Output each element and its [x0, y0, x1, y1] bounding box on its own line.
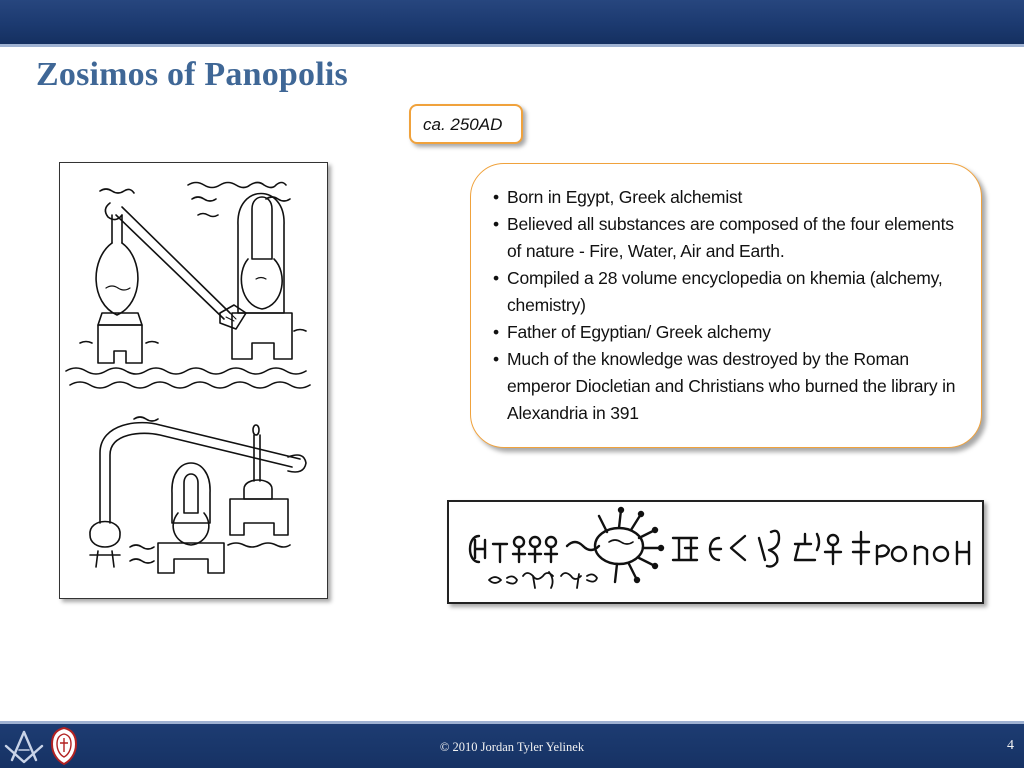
bullet-list [493, 184, 965, 427]
alchemical-apparatus-drawing [60, 163, 327, 598]
bullet-list-box [470, 163, 982, 448]
symbols-image [447, 500, 984, 604]
bullet-item: • Born in Egypt, Greek alchemist [493, 184, 965, 211]
top-header-rule [0, 44, 1024, 47]
top-header-bar [0, 0, 1024, 44]
date-callout: ca. 250AD [409, 104, 523, 144]
page-number: 4 [1007, 738, 1014, 753]
alchemical-symbols-manuscript [449, 502, 982, 602]
manuscript-image [59, 162, 328, 599]
bullet-item: • Much of the knowledge was destroyed by the Roman emperor Diocletian and Christians who burned the library in Alexandria in 391 [493, 346, 965, 427]
bullet-item: • Compiled a 28 volume encyclopedia on khemia (alchemy, chemistry) [493, 265, 965, 319]
copyright-text: © 2010 Jordan Tyler Yelinek [439, 740, 585, 754]
slide-title: Zosimos of Panopolis [36, 56, 348, 93]
bullet-item: • Believed all substances are composed of the four elements of nature - Fire, Water, Air and Earth. [493, 211, 965, 265]
bullet-item: • Father of Egyptian/ Greek alchemy [493, 319, 965, 346]
